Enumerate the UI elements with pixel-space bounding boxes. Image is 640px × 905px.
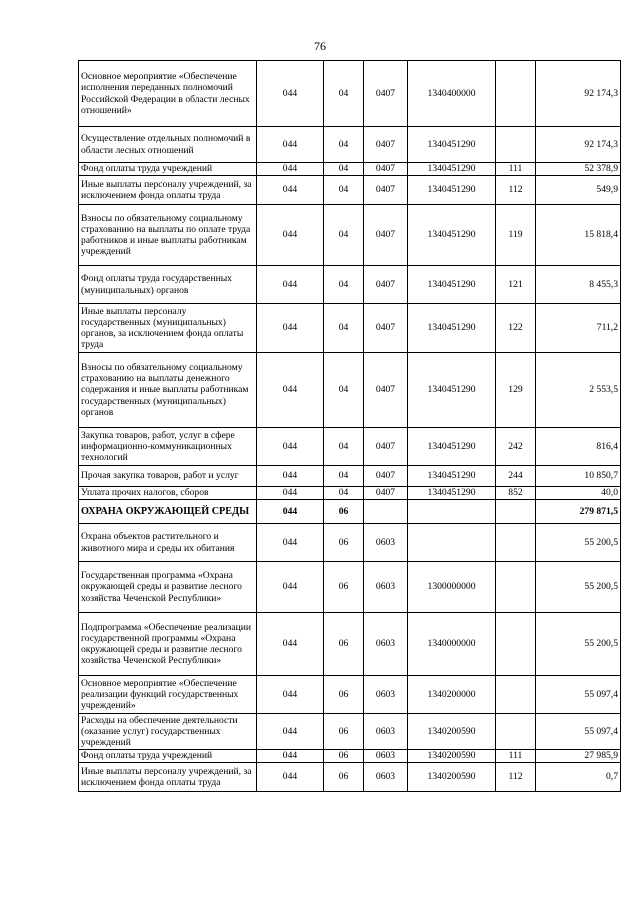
item-name: Расходы на обеспечение деятельности (оказание услуг) государственных учреждений xyxy=(79,714,257,750)
target-code: 1340200590 xyxy=(408,763,496,792)
target-code: 1340451290 xyxy=(408,127,496,163)
section-code: 06 xyxy=(324,562,364,613)
target-code: 1340451290 xyxy=(408,304,496,353)
ministry-code: 044 xyxy=(257,524,324,562)
section-code: 06 xyxy=(324,500,364,524)
target-code: 1300000000 xyxy=(408,562,496,613)
target-code: 1340451290 xyxy=(408,163,496,176)
item-name: Уплата прочих налогов, сборов xyxy=(79,487,257,500)
target-code xyxy=(408,500,496,524)
subsection-code: 0603 xyxy=(364,524,408,562)
target-code: 1340451290 xyxy=(408,205,496,266)
item-name: Фонд оплаты труда учреждений xyxy=(79,750,257,763)
item-name: Охрана объектов растительного и животного мира и среды их обитания xyxy=(79,524,257,562)
item-name: Фонд оплаты труда государственных (муниципальных) органов xyxy=(79,266,257,304)
ministry-code: 044 xyxy=(257,500,324,524)
target-code xyxy=(408,524,496,562)
section-code: 04 xyxy=(324,61,364,127)
target-code: 1340200590 xyxy=(408,714,496,750)
subsection-code: 0603 xyxy=(364,763,408,792)
target-code: 1340200590 xyxy=(408,750,496,763)
ministry-code: 044 xyxy=(257,750,324,763)
ministry-code: 044 xyxy=(257,127,324,163)
expense-type-code xyxy=(496,500,536,524)
table-row xyxy=(79,714,621,750)
target-code: 1340400000 xyxy=(408,61,496,127)
target-code: 1340000000 xyxy=(408,613,496,676)
amount: 40,0 xyxy=(536,487,621,500)
item-name: Прочая закупка товаров, работ и услуг xyxy=(79,466,257,487)
subsection-code: 0407 xyxy=(364,353,408,428)
item-name: Основное мероприятие «Обеспечение реализации функций государственных учреждений» xyxy=(79,676,257,714)
subsection-code: 0407 xyxy=(364,304,408,353)
subsection-code: 0407 xyxy=(364,487,408,500)
budget-table-body xyxy=(79,61,621,792)
section-code: 04 xyxy=(324,176,364,205)
expense-type-code: 112 xyxy=(496,763,536,792)
section-code: 06 xyxy=(324,750,364,763)
section-code: 04 xyxy=(324,205,364,266)
ministry-code: 044 xyxy=(257,205,324,266)
subsection-code: 0407 xyxy=(364,205,408,266)
subsection-code: 0407 xyxy=(364,163,408,176)
table-row xyxy=(79,613,621,676)
amount: 816,4 xyxy=(536,428,621,466)
expense-type-code: 121 xyxy=(496,266,536,304)
expense-type-code xyxy=(496,562,536,613)
table-row xyxy=(79,763,621,792)
section-code: 06 xyxy=(324,763,364,792)
amount: 8 455,3 xyxy=(536,266,621,304)
ministry-code: 044 xyxy=(257,562,324,613)
amount: 55 097,4 xyxy=(536,714,621,750)
amount: 15 818,4 xyxy=(536,205,621,266)
table-row xyxy=(79,353,621,428)
table-row xyxy=(79,487,621,500)
target-code: 1340451290 xyxy=(408,266,496,304)
item-name: Иные выплаты персоналу государственных (муниципальных) органов, за исключением фонда оплаты труда xyxy=(79,304,257,353)
subsection-code xyxy=(364,500,408,524)
target-code: 1340451290 xyxy=(408,487,496,500)
target-code: 1340451290 xyxy=(408,466,496,487)
amount: 27 985,9 xyxy=(536,750,621,763)
amount: 711,2 xyxy=(536,304,621,353)
expense-type-code xyxy=(496,127,536,163)
ministry-code: 044 xyxy=(257,676,324,714)
ministry-code: 044 xyxy=(257,428,324,466)
ministry-code: 044 xyxy=(257,763,324,792)
subsection-code: 0407 xyxy=(364,176,408,205)
section-code: 04 xyxy=(324,127,364,163)
amount: 55 200,5 xyxy=(536,562,621,613)
table-row xyxy=(79,127,621,163)
expense-type-code xyxy=(496,613,536,676)
section-code: 04 xyxy=(324,353,364,428)
section-code: 04 xyxy=(324,466,364,487)
item-name: Закупка товаров, работ, услуг в сфере информационно-коммуникационных технологий xyxy=(79,428,257,466)
subsection-code: 0407 xyxy=(364,466,408,487)
section-code: 04 xyxy=(324,266,364,304)
expense-type-code xyxy=(496,61,536,127)
item-name: ОХРАНА ОКРУЖАЮЩЕЙ СРЕДЫ xyxy=(79,500,257,524)
table-row xyxy=(79,205,621,266)
section-code: 06 xyxy=(324,714,364,750)
table-row xyxy=(79,266,621,304)
amount: 0,7 xyxy=(536,763,621,792)
ministry-code: 044 xyxy=(257,714,324,750)
subsection-code: 0407 xyxy=(364,428,408,466)
ministry-code: 044 xyxy=(257,176,324,205)
ministry-code: 044 xyxy=(257,353,324,428)
section-code: 06 xyxy=(324,676,364,714)
section-code: 04 xyxy=(324,487,364,500)
subsection-code: 0407 xyxy=(364,266,408,304)
expense-type-code: 119 xyxy=(496,205,536,266)
expense-type-code: 242 xyxy=(496,428,536,466)
ministry-code: 044 xyxy=(257,163,324,176)
expense-type-code: 852 xyxy=(496,487,536,500)
ministry-code: 044 xyxy=(257,266,324,304)
table-row xyxy=(79,163,621,176)
table-row xyxy=(79,750,621,763)
amount: 92 174,3 xyxy=(536,127,621,163)
subsection-code: 0603 xyxy=(364,613,408,676)
amount: 279 871,5 xyxy=(536,500,621,524)
table-row xyxy=(79,428,621,466)
item-name: Взносы по обязательному социальному страхованию на выплаты денежного содержания и иные выплаты работникам государственных (муниципальных) органов xyxy=(79,353,257,428)
budget-table xyxy=(78,60,621,792)
section-code: 06 xyxy=(324,613,364,676)
amount: 92 174,3 xyxy=(536,61,621,127)
section-code: 04 xyxy=(324,304,364,353)
section-code: 06 xyxy=(324,524,364,562)
item-name: Иные выплаты персоналу учреждений, за исключением фонда оплаты труда xyxy=(79,763,257,792)
item-name: Взносы по обязательному социальному страхованию на выплаты по оплате труда работников и иные выплаты работникам учреждений xyxy=(79,205,257,266)
expense-type-code xyxy=(496,714,536,750)
target-code: 1340451290 xyxy=(408,428,496,466)
table-row xyxy=(79,500,621,524)
expense-type-code: 112 xyxy=(496,176,536,205)
ministry-code: 044 xyxy=(257,61,324,127)
expense-type-code xyxy=(496,676,536,714)
item-name: Подпрограмма «Обеспечение реализации государственной программы «Охрана окружающей среды и развитие лесного хозяйства Чеченской Республики» xyxy=(79,613,257,676)
expense-type-code: 122 xyxy=(496,304,536,353)
ministry-code: 044 xyxy=(257,487,324,500)
subsection-code: 0407 xyxy=(364,127,408,163)
subsection-code: 0603 xyxy=(364,562,408,613)
table-row xyxy=(79,304,621,353)
item-name: Осуществление отдельных полномочий в области лесных отношений xyxy=(79,127,257,163)
table-row xyxy=(79,176,621,205)
table-row xyxy=(79,524,621,562)
amount: 2 553,5 xyxy=(536,353,621,428)
expense-type-code: 111 xyxy=(496,750,536,763)
amount: 55 097,4 xyxy=(536,676,621,714)
ministry-code: 044 xyxy=(257,304,324,353)
ministry-code: 044 xyxy=(257,613,324,676)
table-row xyxy=(79,466,621,487)
subsection-code: 0603 xyxy=(364,714,408,750)
amount: 52 378,9 xyxy=(536,163,621,176)
item-name: Основное мероприятие «Обеспечение исполнения переданных полномочий Российской Федерации в области лесных отношений» xyxy=(79,61,257,127)
table-row xyxy=(79,61,621,127)
amount: 55 200,5 xyxy=(536,524,621,562)
expense-type-code xyxy=(496,524,536,562)
table-row xyxy=(79,676,621,714)
subsection-code: 0407 xyxy=(364,61,408,127)
amount: 549,9 xyxy=(536,176,621,205)
amount: 55 200,5 xyxy=(536,613,621,676)
target-code: 1340451290 xyxy=(408,353,496,428)
section-code: 04 xyxy=(324,428,364,466)
amount: 10 850,7 xyxy=(536,466,621,487)
expense-type-code: 111 xyxy=(496,163,536,176)
section-code: 04 xyxy=(324,163,364,176)
subsection-code: 0603 xyxy=(364,676,408,714)
target-code: 1340200000 xyxy=(408,676,496,714)
target-code: 1340451290 xyxy=(408,176,496,205)
table-row xyxy=(79,562,621,613)
page-number: 76 xyxy=(314,39,326,53)
expense-type-code: 129 xyxy=(496,353,536,428)
ministry-code: 044 xyxy=(257,466,324,487)
item-name: Государственная программа «Охрана окружающей среды и развитие лесного хозяйства Чеченской Республики» xyxy=(79,562,257,613)
expense-type-code: 244 xyxy=(496,466,536,487)
subsection-code: 0603 xyxy=(364,750,408,763)
item-name: Фонд оплаты труда учреждений xyxy=(79,163,257,176)
item-name: Иные выплаты персоналу учреждений, за исключением фонда оплаты труда xyxy=(79,176,257,205)
